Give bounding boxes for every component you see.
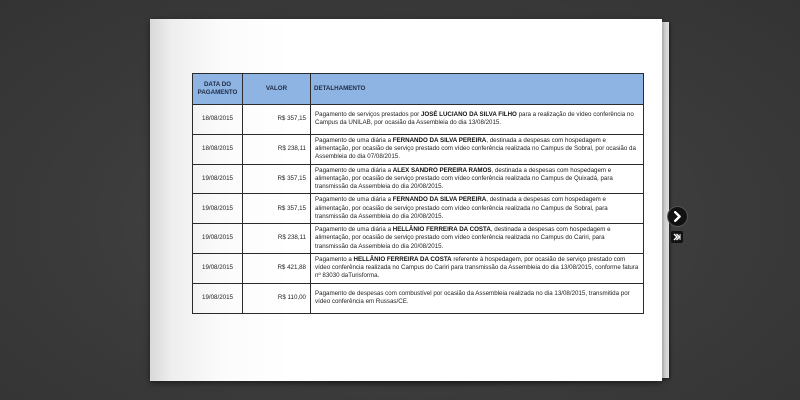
payment-date: 19/08/2015	[193, 194, 243, 224]
chevron-right-icon	[672, 211, 683, 222]
detail-text: Pagamento a	[315, 256, 354, 264]
table-row	[193, 224, 644, 254]
payee-name: HELLÂNIO FERREIRA DA COSTA	[353, 256, 452, 264]
payee-name: JOSÉ LUCIANO DA SILVA FILHO	[420, 111, 517, 119]
detail-text: , destinada a despesas com hospedagem e alimentação, por ocasião de serviço prestado com vídeo conferência realizada no Campus do Cariri, para transmissão da Assembleia do dia 20/08/2015.	[315, 226, 611, 250]
payment-detail	[311, 224, 644, 254]
header-date-line1: DATA DO	[203, 80, 232, 88]
detail-text: referente à hospedagem, por ocasião de serviço prestado com vídeo conferência realizada no Campus do Cariri para transmissão da Assembleia do dia 13/08/2015, conforme fatura nº 83030 daTurisforma.	[315, 256, 639, 280]
detail-text: , destinada a despesas com hospedagem e alimentação, por ocasião de serviço prestado com vídeo conferência realizada no Campus de Quixadá, para transmissão da Assembleia do dia 20/08/2015.	[315, 166, 613, 191]
page-stack-edge	[662, 22, 669, 378]
payee-name: FERNANDO DA SILVA PEREIRA	[392, 196, 487, 204]
skip-to-end-icon	[673, 233, 681, 241]
payments-table	[192, 73, 644, 314]
payment-value: R$ 357,15	[243, 194, 311, 224]
payment-value: R$ 238,11	[243, 224, 311, 254]
detail-text: para a realização de vídeo conferência no Campus da UNILAB, por ocasião da Assembleia do dia 13/08/2015.	[315, 111, 634, 127]
table-header-row	[193, 74, 644, 105]
header-date	[193, 74, 243, 105]
payment-value: R$ 357,15	[243, 105, 311, 135]
table-row	[193, 134, 644, 164]
payee-name: HELLÂNIO FERREIRA DA COSTA	[392, 226, 491, 234]
payment-date: 19/08/2015	[193, 224, 243, 254]
payment-date: 19/08/2015	[193, 164, 243, 194]
last-page-button[interactable]	[671, 231, 683, 243]
payment-date: 18/08/2015	[193, 134, 243, 164]
payment-detail	[311, 253, 644, 283]
detail-text: , destinada a despesas com hospedagem e alimentação, por ocasião de serviço prestado com vídeo conferência realizada no Campus de Sobral, para transmissão da Assembleia do dia 20/08/2015.	[315, 196, 608, 220]
table-row	[193, 253, 644, 283]
payee-name: FERNANDO DA SILVA PEREIRA	[392, 136, 487, 144]
detail-text: Pagamento de uma diária a	[315, 196, 393, 204]
payment-detail	[311, 194, 644, 224]
header-detail: DETALHAMENTO	[311, 74, 644, 105]
payment-detail	[311, 283, 644, 313]
detail-text: Pagamento de despesas com combustível por ocasião da Assembleia realizada no dia 13/08/2015, transmitida por vídeo conferência em Russas/CE.	[315, 289, 630, 306]
next-page-button[interactable]	[668, 207, 687, 226]
payment-detail	[311, 164, 644, 194]
table-row	[193, 194, 644, 224]
payment-value: R$ 357,15	[243, 164, 311, 194]
detail-text: Pagamento de uma diária a	[315, 166, 393, 174]
payment-value: R$ 421,88	[243, 253, 311, 283]
payment-value: R$ 110,00	[243, 283, 311, 313]
payee-name: ALEX SANDRO PEREIRA RAMOS	[392, 166, 492, 174]
header-value: VALOR	[243, 74, 311, 105]
payment-detail	[311, 134, 644, 164]
table-row	[193, 105, 644, 135]
detail-text: Pagamento de uma diária a	[315, 136, 393, 144]
detail-text: Pagamento de serviços prestados por	[315, 111, 421, 119]
payment-date: 19/08/2015	[193, 283, 243, 313]
payment-detail	[311, 105, 644, 135]
table-row	[193, 283, 644, 313]
document-page	[150, 19, 662, 381]
payment-date: 19/08/2015	[193, 253, 243, 283]
table-row	[193, 164, 644, 194]
table-body	[193, 105, 644, 314]
detail-text: Pagamento de uma diária a	[315, 226, 393, 234]
payment-date: 18/08/2015	[193, 105, 243, 135]
header-date-line2: PAGAMENTO	[197, 89, 238, 96]
payment-value: R$ 238,11	[243, 134, 311, 164]
detail-text: , destinada a despesas com hospedagem e alimentação, por ocasião de serviço prestado com vídeo conferência realizada no Campus de Sobral, por ocasião da Assembleia do dia 07/08/2015.	[315, 136, 636, 161]
